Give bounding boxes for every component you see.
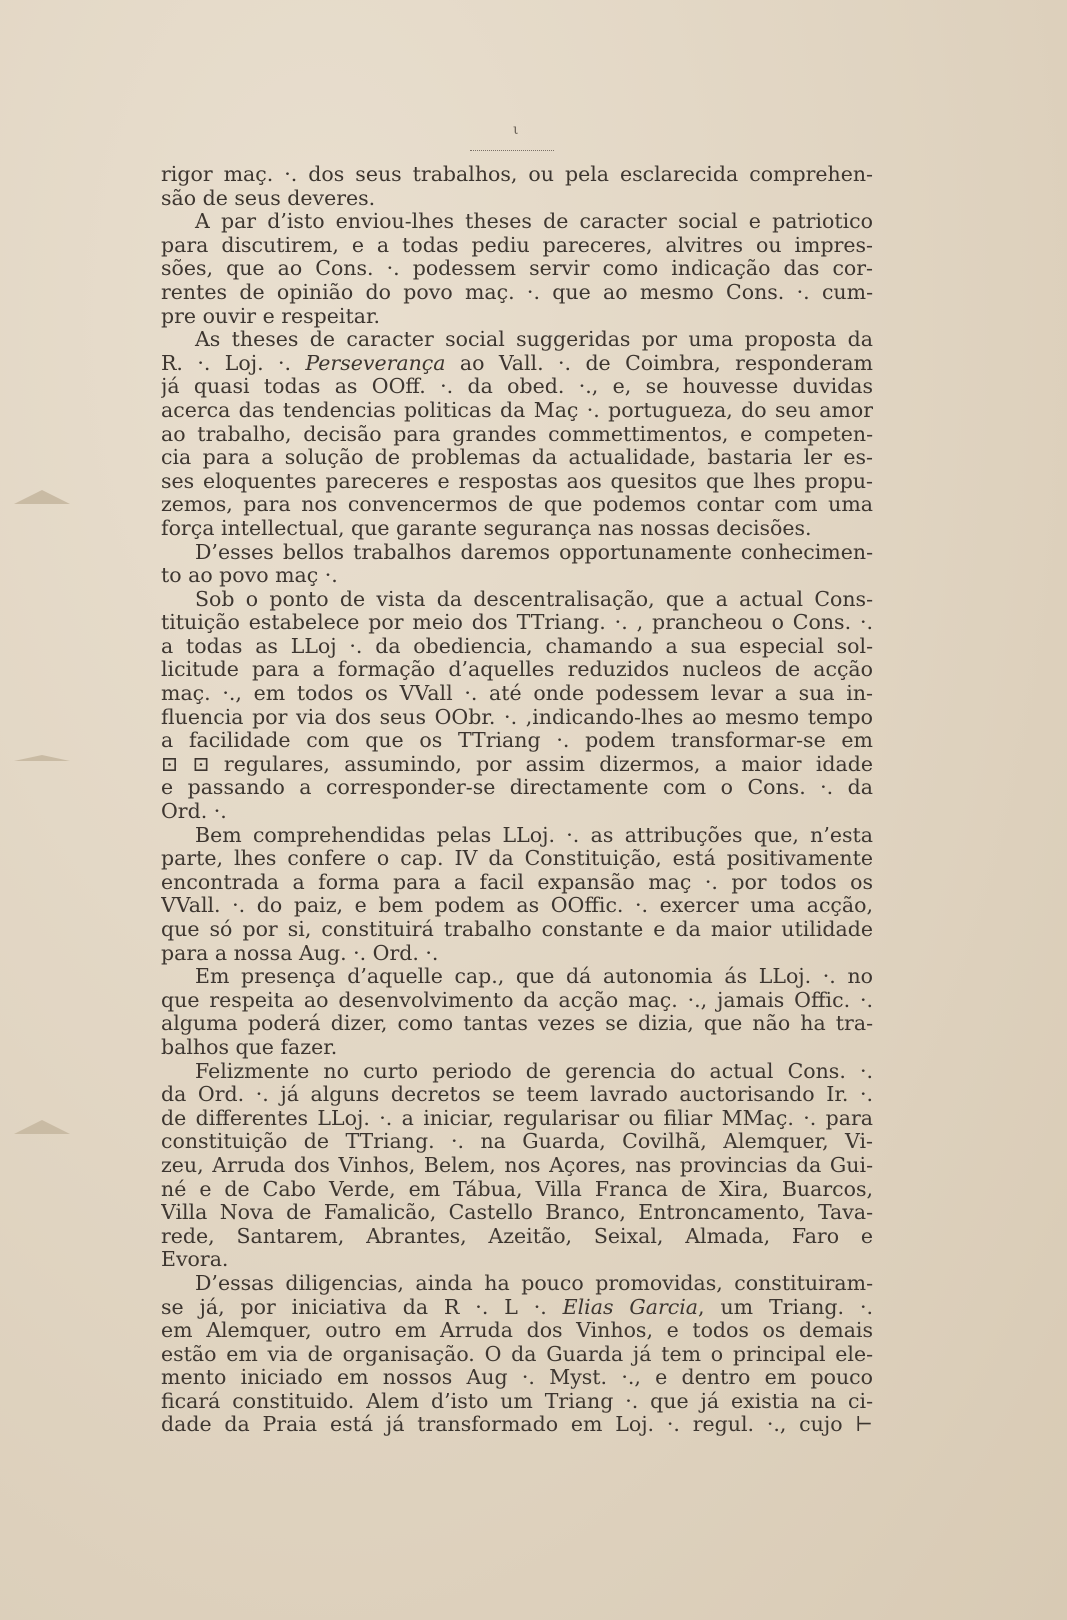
- text-line: rigor maç. ·. dos seus trabalhos, ou pela esclarecida comprehen-: [161, 163, 873, 186]
- text-line: sões, que ao Cons. ·. podessem servir como indicação das cor-: [161, 257, 873, 281]
- text-line: licitude para a formação d’aquelles reduzidos nucleos de acção: [161, 658, 873, 682]
- body-text: [161, 163, 873, 1437]
- text-line: As theses de caracter social suggeridas por uma proposta da: [195, 328, 873, 352]
- text-line: ficará constituido. Alem d’isto um Triang ·. que já existia na ci-: [161, 1389, 873, 1413]
- text-line: Bem comprehendidas pelas LLoj. ·. as attribuções que, n’esta: [195, 823, 873, 847]
- text-line: constituição de TTriang. ·. na Guarda, Covilhã, Alemquer, Vi-: [161, 1130, 873, 1154]
- text-line: R. ·. Loj. ·. Perseverança ao Vall. ·. de Coimbra, responderam: [161, 351, 873, 375]
- text-line: para a nossa Aug. ·. Ord. ·.: [161, 941, 439, 965]
- text-line: para discutirem, e a todas pediu pareceres, alvitres ou impres-: [161, 233, 873, 257]
- text-line: Felizmente no curto periodo de gerencia do actual Cons. ·.: [195, 1059, 873, 1083]
- text-line: e passando a corresponder-se directamente com o Cons. ·. da: [161, 776, 873, 800]
- text-line: que respeita ao desenvolvimento da acção maç. ·., jamais Offic. ·.: [161, 988, 873, 1012]
- text-line: são de seus deveres.: [161, 186, 376, 210]
- text-line: D’essas diligencias, ainda ha pouco promovidas, constituiram-: [195, 1271, 873, 1295]
- text-line: fluencia por via dos seus OObr. ·. ,indicando-lhes ao mesmo tempo: [161, 705, 873, 729]
- dotted-rule: [470, 150, 554, 151]
- text-line: já quasi todas as OOff. ·. da obed. ·., e, se houvesse duvidas: [161, 375, 873, 399]
- text-line: estão em via de organisação. O da Guarda já tem o principal ele-: [161, 1342, 873, 1366]
- text-line: VVall. ·. do paiz, e bem podem as OOffic. ·. exercer uma acção,: [161, 894, 873, 918]
- text-line: ao trabalho, decisão para grandes commettimentos, e competen-: [161, 422, 873, 446]
- page-notch-middle: [14, 755, 70, 761]
- text-line: Villa Nova de Famalicão, Castello Branco, Entroncamento, Tava-: [161, 1201, 873, 1225]
- text-line: a todas as LLoj ·. da obediencia, chamando a sua especial sol-: [161, 634, 873, 658]
- text-line: né e de Cabo Verde, em Tábua, Villa Franca de Xira, Buarcos,: [161, 1177, 873, 1201]
- text-line: rentes de opinião do povo maç. ·. que ao mesmo Cons. ·. cum-: [161, 280, 873, 304]
- text-line: acerca das tendencias politicas da Maç ·. portugueza, do seu amor: [161, 398, 873, 422]
- page-notch-bottom: [14, 1120, 70, 1134]
- text-line: em Alemquer, outro em Arruda dos Vinhos, e todos os demais: [161, 1319, 873, 1343]
- text-line: dade da Praia está já transformado em Loj. ·. regul. ·., cujo ⊢: [161, 1413, 873, 1437]
- text-line: mento iniciado em nossos Aug ·. Myst. ·., e dentro em pouco: [161, 1366, 873, 1390]
- text-line: da Ord. ·. já alguns decretos se teem lavrado auctorisando Ir. ·.: [161, 1083, 873, 1107]
- text-line: ses eloquentes pareceres e respostas aos quesitos que lhes propu-: [161, 469, 873, 493]
- text-line: se já, por iniciativa da R ·. L ·. Elias Garcia, um Triang. ·.: [161, 1295, 873, 1319]
- text-line: Evora.: [161, 1248, 229, 1272]
- text-line: balhos que fazer.: [161, 1035, 338, 1059]
- text-line: cia para a solução de problemas da actualidade, bastaria ler es-: [161, 446, 873, 470]
- text-line: encontrada a forma para a facil expansão maç ·. por todos os: [161, 870, 873, 894]
- text-line: parte, lhes confere o cap. IV da Constituição, está positivamente: [161, 847, 873, 871]
- text-line: maç. ·., em todos os VVall ·. até onde podessem levar a sua in-: [161, 682, 873, 706]
- text-line: que só por si, constituirá trabalho constante e da maior utilidade: [161, 918, 873, 941]
- text-line: Em presença d’aquelle cap., que dá autonomia ás LLoj. ·. no: [195, 965, 873, 989]
- text-line: alguma poderá dizer, como tantas vezes se dizia, que não ha tra-: [161, 1012, 873, 1036]
- text-line: ⊡ ⊡ regulares, assumindo, por assim dizermos, a maior idade: [161, 752, 873, 776]
- text-line: a facilidade com que os TTriang ·. podem transformar-se em: [161, 729, 873, 753]
- text-line: força intellectual, que garante segurança nas nossas decisões.: [161, 516, 812, 540]
- text-line: Sob o ponto de vista da descentralisação, que a actual Cons-: [195, 587, 873, 611]
- text-line: zemos, para nos convencermos de que podemos contar com uma: [161, 493, 873, 517]
- text-line: rede, Santarem, Abrantes, Azeitão, Seixal, Almada, Faro e: [161, 1224, 873, 1248]
- text-line: pre ouvir e respeitar.: [161, 304, 381, 328]
- text-line: zeu, Arruda dos Vinhos, Belem, nos Açores, nas provincias da Gui-: [161, 1153, 873, 1177]
- page-notch-top: [14, 490, 70, 504]
- text-line: tituição estabelece por meio dos TTriang. ·. , prancheou o Cons. ·.: [161, 611, 873, 635]
- page-mark: ι: [513, 122, 519, 138]
- text-line: A par d’isto enviou-lhes theses de caracter social e patriotico: [195, 210, 873, 234]
- text-line: Ord. ·.: [161, 800, 227, 824]
- text-line: to ao povo maç ·.: [161, 564, 338, 588]
- text-line: de differentes LLoj. ·. a iniciar, regularisar ou filiar MMaç. ·. para: [161, 1106, 873, 1130]
- text-line: D’esses bellos trabalhos daremos opportunamente conhecimen-: [195, 540, 873, 564]
